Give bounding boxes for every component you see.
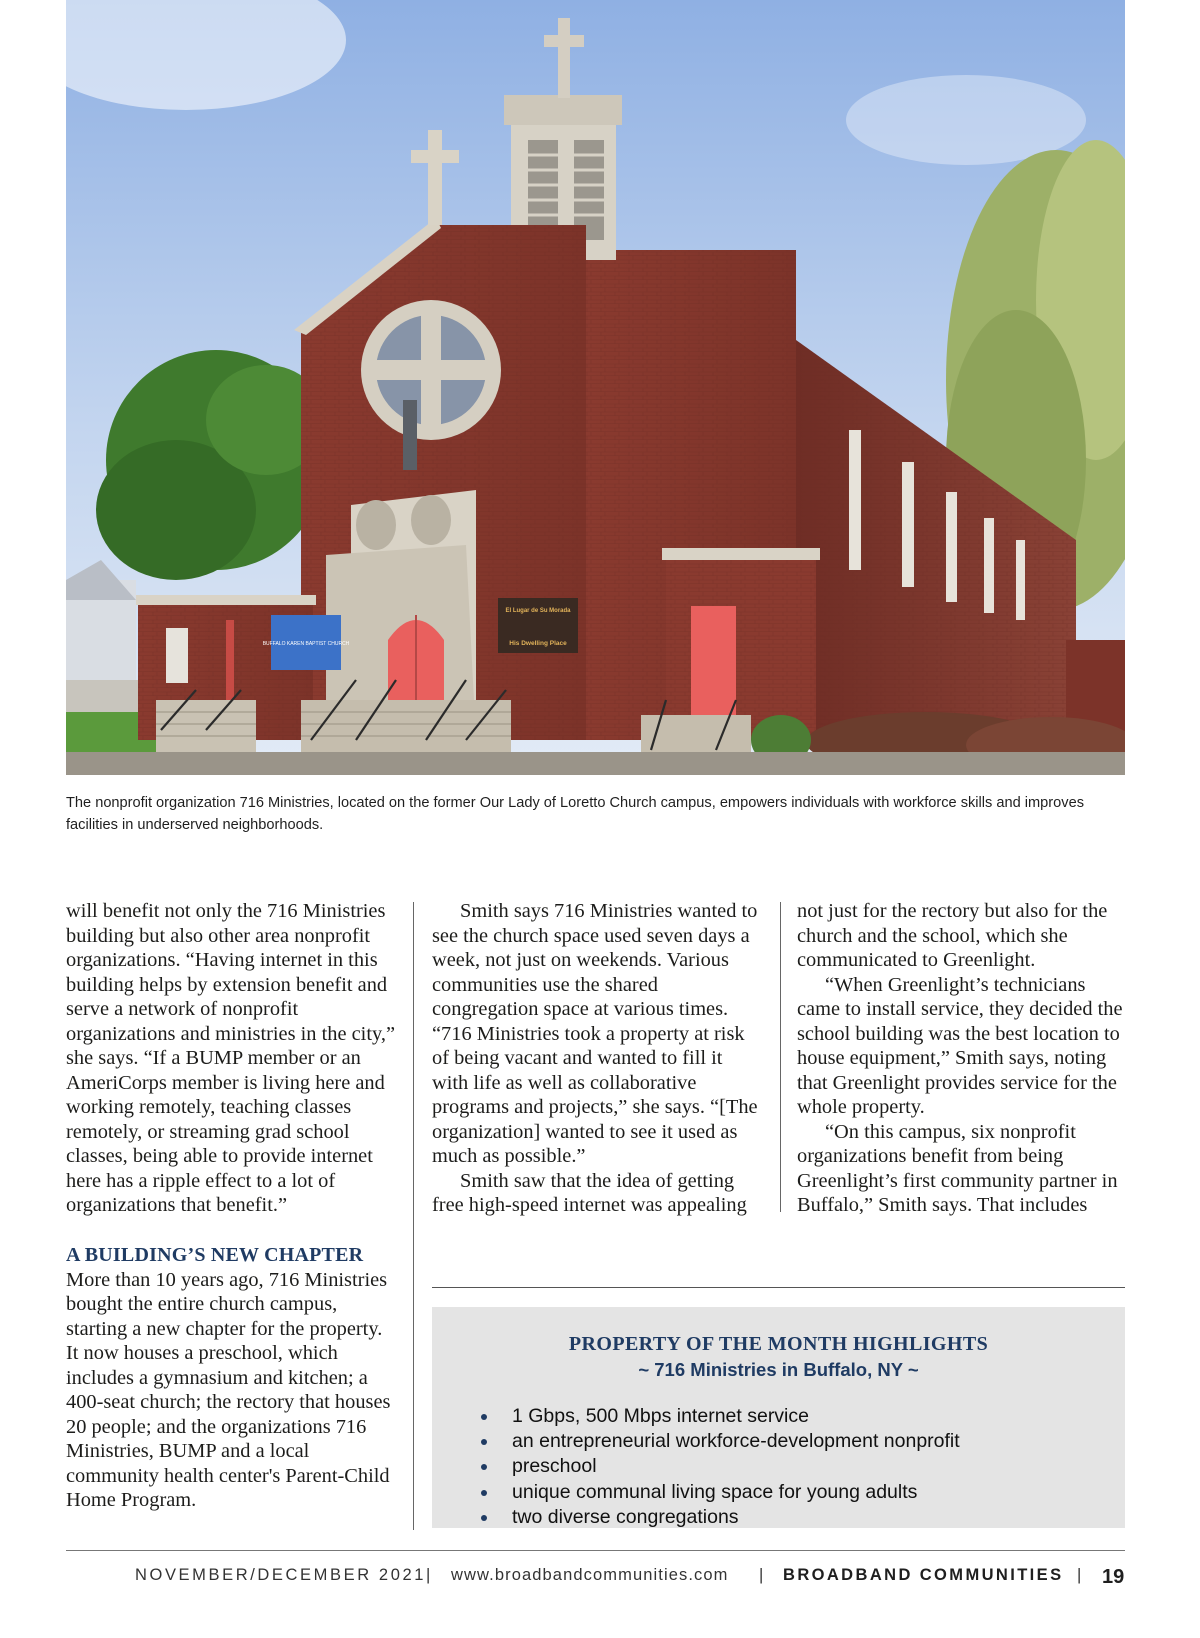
bullet-icon — [481, 1414, 487, 1420]
footer-separator: | — [759, 1566, 764, 1584]
article-column-1 — [66, 899, 396, 1513]
highlights-box — [432, 1307, 1125, 1528]
list-item — [478, 1505, 960, 1530]
column-divider-1 — [413, 902, 414, 1530]
list-item — [478, 1404, 960, 1429]
list-item-text: an entrepreneurial workforce-development nonprofit — [512, 1430, 960, 1453]
footer-separator: | — [426, 1566, 431, 1584]
bullet-icon — [481, 1490, 487, 1496]
section-subhead: A BUILDING’S NEW CHAPTER — [66, 1243, 364, 1266]
col3-paragraph-2: “When Greenlight’s technicians came to install service, they decided the school building was the best location to house equipment,” Smith says, noting that Greenlight provides service for the whole property. — [797, 973, 1123, 1118]
column-divider-2 — [780, 902, 781, 1212]
magazine-name: BROADBAND COMMUNITIES — [783, 1566, 1064, 1584]
list-item — [478, 1429, 960, 1454]
issue-date: NOVEMBER/DECEMBER 2021 — [135, 1566, 427, 1584]
list-item-text: two diverse congregations — [512, 1505, 739, 1528]
list-item — [478, 1480, 960, 1505]
photo-caption: The nonprofit organization 716 Ministries, located on the former Our Lady of Loretto Church campus, empowers individuals with workforce skills and improves facilities in underserved neighborhoods. — [66, 795, 1084, 833]
page-footer — [0, 1566, 1125, 1596]
col3-paragraph-1: not just for the rectory but also for the church and the school, which she communicated to Greenlight. — [797, 900, 1108, 971]
church-photo — [66, 0, 1125, 775]
col1-paragraph-1: will benefit not only the 716 Ministries building but also other area nonprofit organizations. “Having internet in this building helps by extension benefit and serve a network of nonprofit organizations and ministries in the city,” she says. “If a BUMP member or an AmeriCorps member is living here and working remotely, teaching classes remotely, or streaming grad school classes, being able to provide internet here has a ripple effect to a lot of organizations that benefit.” — [66, 900, 396, 1216]
bullet-icon — [481, 1515, 487, 1521]
footer-divider — [66, 1550, 1125, 1551]
bullet-icon — [481, 1439, 487, 1445]
list-item-text: unique communal living space for young adults — [512, 1480, 918, 1503]
church-illustration — [66, 0, 1125, 775]
page-number: 19 — [1102, 1566, 1125, 1588]
list-item — [478, 1454, 960, 1479]
col3-paragraph-3: “On this campus, six nonprofit organizations benefit from being Greenlight’s first community partner in Buffalo,” Smith says. That includes — [797, 1120, 1118, 1216]
highlights-subtitle: ~ 716 Ministries in Buffalo, NY ~ — [638, 1359, 919, 1380]
col1-paragraph-2: More than 10 years ago, 716 Ministries bought the entire church campus, starting a new chapter for the property. It now houses a preschool, which includes a gymnasium and kitchen; a 400-seat church; the rectory that houses 20 people; and the organizations 716 Ministries, BUMP and a local community health center's Parent-Child Home Program. — [66, 1268, 391, 1511]
highlights-list — [478, 1404, 960, 1530]
footer-separator: | — [1077, 1566, 1082, 1584]
article-column-2 — [432, 899, 762, 1218]
col2-paragraph-1: Smith says 716 Ministries wanted to see the church space used seven days a week, not just on weekends. Various communities use the shared congregation space at various times. “716 Ministries took a property at risk of being vacant and wanted to fill it with life as well as collaborative programs and projects,” she says. “[The organization] wanted to see it used as much as possible.” — [432, 900, 758, 1167]
list-item-text: preschool — [512, 1455, 597, 1478]
left-sign-text: BUFFALO KAREN BAPTIST CHURCH — [262, 641, 350, 647]
bullet-icon — [481, 1464, 487, 1470]
article-column-3 — [797, 899, 1132, 1218]
highlights-title: PROPERTY OF THE MONTH HIGHLIGHTS — [568, 1333, 989, 1355]
list-item-text: 1 Gbps, 500 Mbps internet service — [512, 1405, 809, 1427]
right-sign-sub: His Dwelling Place — [509, 640, 567, 647]
website-link[interactable]: www.broadbandcommunities.com — [451, 1566, 729, 1584]
right-sign-title: El Lugar de Su Morada — [505, 608, 571, 614]
col2-paragraph-2: Smith saw that the idea of getting free high-speed internet was appealing — [432, 1169, 747, 1216]
highlights-divider — [432, 1287, 1125, 1288]
